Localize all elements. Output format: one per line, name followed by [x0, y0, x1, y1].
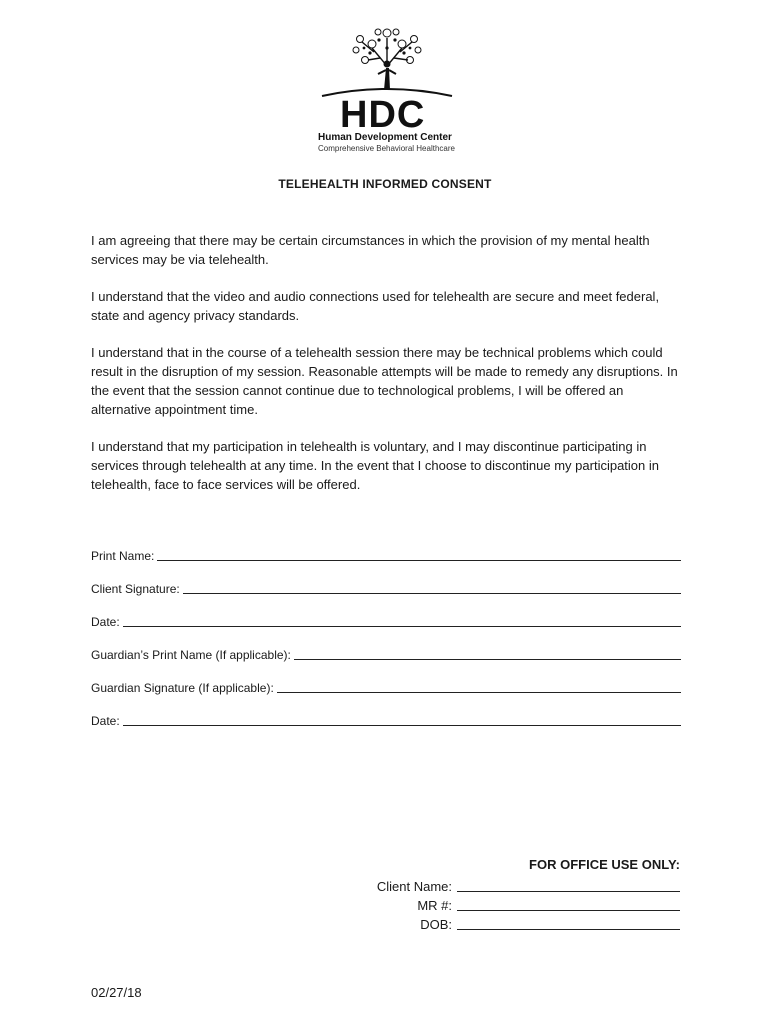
- guardian-signature-row: [91, 662, 681, 695]
- guardian-print-name-label: Guardian’s Print Name (If applicable):: [91, 648, 291, 662]
- client-signature-label: Client Signature:: [91, 582, 180, 596]
- guardian-print-name-field[interactable]: [294, 645, 681, 660]
- guardian-signature-label: Guardian Signature (If applicable):: [91, 681, 274, 695]
- revision-date: 02/27/18: [91, 985, 142, 1000]
- document-title: TELEHEALTH INFORMED CONSENT: [278, 177, 492, 191]
- guardian-date-label: Date:: [91, 714, 120, 728]
- office-dob-label: DOB:: [420, 917, 452, 932]
- guardian-print-name-row: [91, 629, 681, 662]
- consent-paragraph-4: I understand that my participation in telehealth is voluntary, and I may discontinue participating in services through telehealth at any time. In the event that I choose to discontinue my participation in telehealth, face to face services will be offered.: [91, 439, 659, 492]
- guardian-date-row: [91, 695, 681, 728]
- logo-subtitle: Human Development Center: [318, 132, 452, 143]
- office-mr-field[interactable]: [457, 896, 680, 911]
- office-dob-row: [300, 913, 680, 932]
- signature-fields: [91, 530, 681, 728]
- office-client-name-row: [300, 875, 680, 894]
- office-use-title: FOR OFFICE USE ONLY:: [529, 857, 680, 872]
- consent-paragraph-3: I understand that in the course of a telehealth session there may be technical problems which could result in the disruption of my session. Reasonable attempts will be made to remedy any disruptions. In the event that the session cannot continue due to technological problems, I will be offered an alternative appointment time.: [91, 345, 678, 417]
- office-use-section: [300, 857, 680, 932]
- hdc-logo: [312, 20, 462, 160]
- date-label: Date:: [91, 615, 120, 629]
- client-signature-row: [91, 563, 681, 596]
- consent-paragraph-1: I am agreeing that there may be certain circumstances in which the provision of my mental health services may be via telehealth.: [91, 233, 650, 267]
- client-signature-field[interactable]: [183, 579, 681, 594]
- office-client-name-field[interactable]: [457, 877, 680, 892]
- consent-body: [91, 231, 681, 512]
- date-row: [91, 596, 681, 629]
- tree-logo-icon: [312, 20, 462, 100]
- logo-tagline: Comprehensive Behavioral Healthcare: [318, 144, 455, 153]
- logo-name: HDC: [340, 94, 426, 136]
- print-name-field[interactable]: [157, 546, 681, 561]
- office-dob-field[interactable]: [457, 915, 680, 930]
- print-name-label: Print Name:: [91, 549, 155, 563]
- office-mr-row: [300, 894, 680, 913]
- date-field[interactable]: [123, 612, 681, 627]
- consent-paragraph-2: I understand that the video and audio connections used for telehealth are secure and meet federal, state and agency privacy standards.: [91, 289, 660, 323]
- office-client-name-label: Client Name:: [376, 879, 452, 894]
- guardian-date-field[interactable]: [123, 711, 681, 726]
- print-name-row: [91, 530, 681, 563]
- guardian-signature-field[interactable]: [277, 678, 681, 693]
- office-mr-label: MR #:: [417, 898, 452, 913]
